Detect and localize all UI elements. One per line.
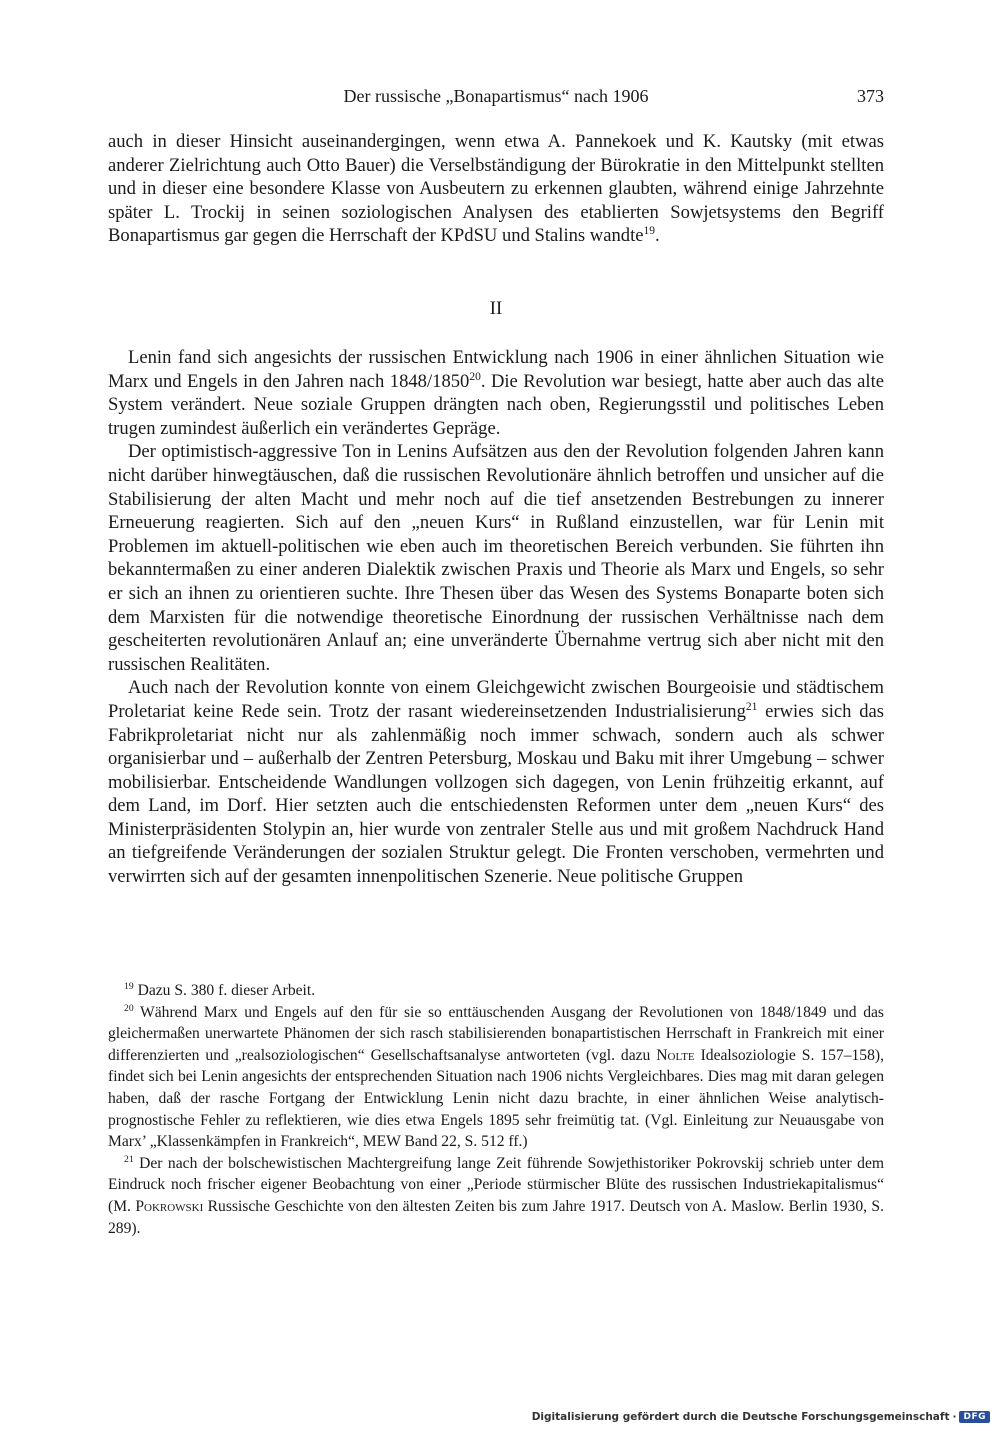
- footnote-ref-20[interactable]: 20: [469, 370, 481, 383]
- paragraph-3: [108, 676, 884, 888]
- footnote-20: [108, 1002, 884, 1153]
- footnote-ref-21[interactable]: 21: [745, 700, 758, 713]
- para3-text-a: Auch nach der Revolution konnte von einem Gleichgewicht zwischen Bourgeoisie und städtischem Proletariat keine Rede sein. Trotz der rasant wiedereinsetzenden Industrialisierung: [108, 677, 884, 722]
- dfg-logo: DFG: [959, 1411, 990, 1423]
- para1-text-b: . Die Revolution war besiegt, hatte aber auch das alte System verändert. Neue soziale Gruppen drängten nach oben, Regierungsstil und politisches Leben trugen zumindest äußerlich ein verändertes Gepräge.: [108, 370, 884, 439]
- footnote-20-text-b: Idealsoziologie S. 157–158), findet sich bei Lenin angesichts der entsprechenden Situation nach 1906 nichts Vergleichbares. Dies mag mit daran gelegen haben, daß der rasche Fortgang der Entwicklung Lenin nicht dazu brachte, in einer ähnlichen Weise analytisch-prognostische Fehler zu reflektieren, wie dies etwa Engels 1895 sehr freimütig tat. (Vgl. Einleitung zur Neuausgabe von Marx’ „Klassenkämpfen in Frankreich“, MEW Band 22, S. 512 ff.): [108, 1046, 884, 1151]
- intro-paragraph: [108, 130, 884, 248]
- digitization-text: Digitalisierung gefördert durch die Deutsche Forschungsgemeinschaft: [531, 1411, 950, 1423]
- section-number: II: [489, 298, 503, 319]
- footnote-ref-19[interactable]: 19: [643, 225, 656, 238]
- footnote-21-text-b: Russische Geschichte von den ältesten Zeiten bis zum Jahre 1917. Deutsch von A. Maslow. Berlin 1930, S. 289).: [108, 1197, 884, 1237]
- footnotes: [108, 980, 884, 1239]
- para3-text-b: erwies sich das Fabrikproletariat nicht nur als zahlenmäßig noch immer schwach, sondern auch als schwer organisierbar und – außerhalb der Zentren Petersburg, Moskau und Baku mit ihrer Umgebung – schwer mobilisierbar. Entscheidende Wandlungen vollzogen sich dagegen, von Lenin frühzeitig erkannt, auf dem Land, im Dorf. Hier setzten auch die entschiedensten Reformen unter dem „neuen Kurs“ des Ministerpräsidenten Stolypin an, hier wurde von zentraler Stelle aus und mit großem Nachdruck Hand an tiefgreifende Veränderungen der sozialen Struktur gelegt. Die Fronten verschoben, vermehrten und verwirrten sich auf der gesamten innenpolitischen Szenerie. Neue politische Gruppen: [108, 700, 884, 888]
- footnote-20-text-a: Während Marx und Engels auf den für sie so enttäuschenden Ausgang der Revolutionen von 1848/1849 und das gleichermaßen unerwartete Phänomen der sich rasch stabilisierenden bonapartistischen Herrschaft in Frankreich mit einer differenzierten und „realsoziologischen“ Gesellschaftsanalyse antworteten (vgl. dazu: [108, 1003, 884, 1064]
- footnote-20-author: Nolte: [656, 1046, 695, 1064]
- footnote-21-text-a: Der nach der bolschewistischen Machtergreifung lange Zeit führende Sowjethistoriker Pokrovskij schrieb unter dem Eindruck noch frischer eigener Beobachtung von einer „Periode stürmischer Blüte des russischen Industriekapitalismus“ (M.: [108, 1154, 885, 1215]
- paragraph-2: Der optimistisch-aggressive Ton in Lenins Aufsätzen aus den der Revolution folgenden Jahren kann nicht darüber hinwegtäuschen, daß die russischen Revolutionäre ähnlich betroffen und unsicher auf die Stabilisierung der alten Macht und mehr noch auf die tief ansetzenden Bestrebungen zu innerer Erneuerung reagierten. Sich auf den „neuen Kurs“ in Rußland einzustellen, war für Lenin mit Problemen im aktuell-politischen wie eben auch im theoretischen Bereich verbunden. Sie führten ihn bekanntermaßen zu einer anderen Dialektik zwischen Praxis und Theorie als Marx und Engels, so sehr er sich an ihnen zu orientieren suchte. Ihre Thesen über das Wesen des Systems Bonaparte boten sich dem Marxisten für die notwendige theoretische Einordnung der russischen Verhältnisse nach dem gescheiterten revolutionären Anlauf an; eine unveränderte Übernahme vertrug sich aber nicht mit den russischen Realitäten.: [108, 441, 884, 675]
- paragraph-1: [108, 346, 884, 440]
- footnote-num-21: 21: [124, 1153, 134, 1165]
- footnote-19-text: Dazu S. 380 f. dieser Arbeit.: [137, 982, 316, 999]
- footnote-num-19: 19: [124, 980, 134, 992]
- intro-text-a: auch in dieser Hinsicht auseinandergingen, wenn etwa A. Pannekoek und K. Kautsky (mit etwas anderer Zielrichtung auch Otto Bauer) die Verselbständigung der Bürokratie in den Mittelpunkt stellten und in dieser eine besondere Klasse von Ausbeutern zu erkennen glaubten, während einige Jahrzehnte später L. Trockij in seinen soziologischen Analysen des etablierten Sowjetsystems den Begriff Bonapartismus gar gegen die Herrschaft der KPdSU und Stalins wandte: [108, 131, 884, 247]
- footnote-19: [108, 980, 884, 1002]
- digitization-notice: Digitalisierung gefördert durch die Deutsche Forschungsgemeinschaft · DFG: [532, 1411, 990, 1423]
- para1-text-a: Lenin fand sich angesichts der russischen Entwicklung nach 1906 in einer ähnlichen Situation wie Marx und Engels in den Jahren nach 1848/1850: [108, 347, 884, 392]
- footnote-21: [108, 1153, 884, 1239]
- main-text-block: [108, 346, 884, 889]
- running-head: [108, 86, 884, 112]
- page-number: 373: [857, 86, 884, 106]
- intro-text-b: .: [655, 225, 660, 247]
- intro-paragraph-block: [108, 130, 884, 248]
- footnote-num-20: 20: [124, 1002, 134, 1014]
- footnote-21-author: Pokrowski: [135, 1197, 204, 1215]
- running-title: Der russische „Bonapartismus“ nach 1906: [343, 86, 649, 106]
